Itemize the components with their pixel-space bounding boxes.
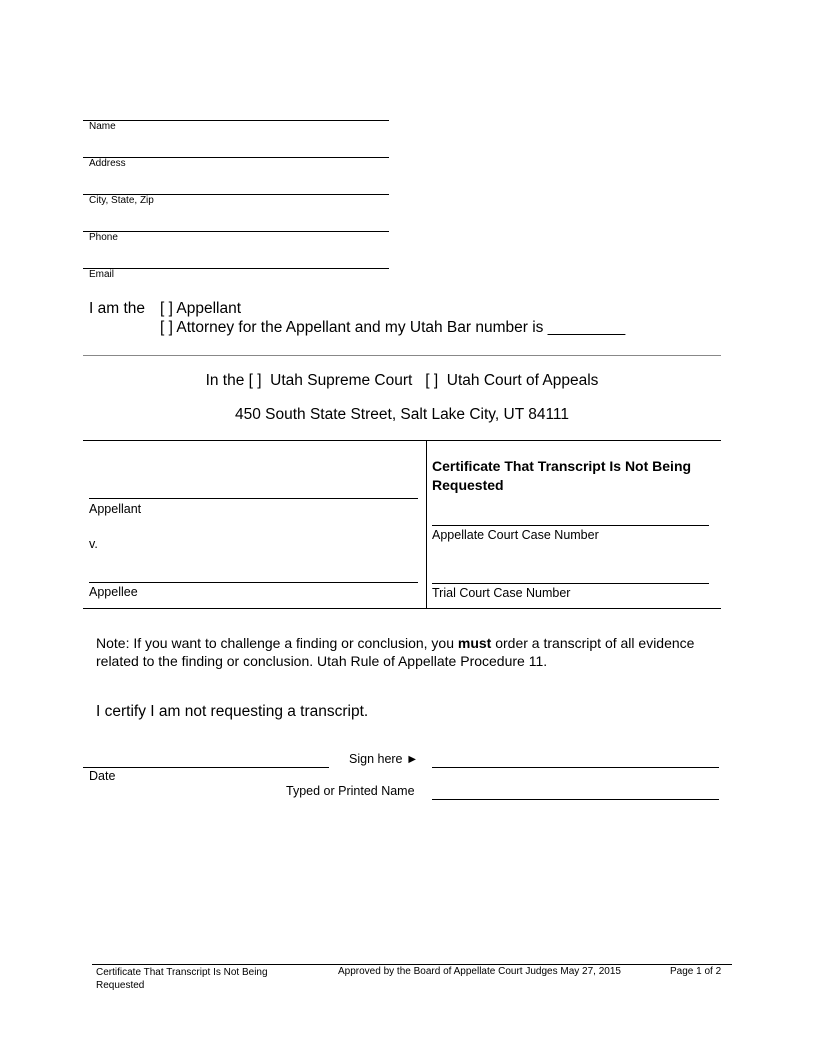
phone-label: Phone: [89, 232, 118, 243]
role-prefix: I am the: [89, 300, 145, 317]
transcript-note: [96, 634, 696, 670]
name-line: [83, 120, 389, 121]
note-text-before: Note: If you want to challenge a finding or conclusion, you: [96, 635, 458, 651]
footer-approval: Approved by the Board of Appellate Court Judges May 27, 2015: [338, 966, 621, 977]
signature-line[interactable]: [432, 767, 719, 768]
footer-rule: [92, 964, 732, 965]
email-label: Email: [89, 269, 115, 280]
certificate-title: Certificate That Transcript Is Not Being Requested: [432, 458, 692, 493]
appellate-case-label: Appellate Court Case Number: [432, 528, 599, 542]
typed-name-label: Typed or Printed Name: [286, 784, 415, 798]
divider-top: [83, 355, 721, 356]
footer-title: Certificate That Transcript Is Not Being Requested: [96, 967, 268, 991]
typed-name-line[interactable]: [432, 799, 719, 800]
appellee-label: Appellee: [89, 585, 138, 599]
sign-here-label: Sign here ►: [349, 752, 419, 766]
footer-page-number: Page 1 of 2: [670, 966, 722, 977]
address-line: [83, 157, 389, 158]
name-label: Name: [89, 121, 116, 132]
caption-top-border: [83, 440, 721, 441]
date-line: [83, 767, 329, 768]
role-attorney-option[interactable]: [ ] Attorney for the Appellant and my Utah Bar number is _________: [160, 319, 626, 336]
trial-case-label: Trial Court Case Number: [432, 586, 571, 600]
appellee-line: [89, 582, 418, 583]
appellant-label: Appellant: [89, 502, 142, 516]
trial-case-line: [432, 583, 709, 584]
date-label: Date: [89, 769, 116, 783]
role-appellant-option[interactable]: [ ] Appellant: [160, 300, 242, 317]
certify-statement: I certify I am not requesting a transcript.: [96, 703, 369, 720]
note-emphasis: must: [457, 635, 492, 651]
caption-divider: [426, 440, 427, 608]
caption-bottom-border: [83, 608, 721, 609]
court-address: 450 South State Street, Salt Lake City, UT 84111: [234, 406, 570, 423]
address-label: Address: [89, 158, 126, 169]
note-text-after: order a transcript of all evidence related to the finding or conclusion. Utah Rule of Appellate Procedure 11.: [96, 635, 695, 669]
phone-line: [83, 231, 389, 232]
appellant-line: [89, 498, 418, 499]
appellate-case-line: [432, 525, 709, 526]
city-label: City, State, Zip: [89, 195, 154, 206]
versus-label: v.: [89, 537, 98, 551]
court-selection[interactable]: In the [ ] Utah Supreme Court [ ] Utah Court of Appeals: [205, 372, 599, 389]
email-line: [83, 268, 389, 269]
